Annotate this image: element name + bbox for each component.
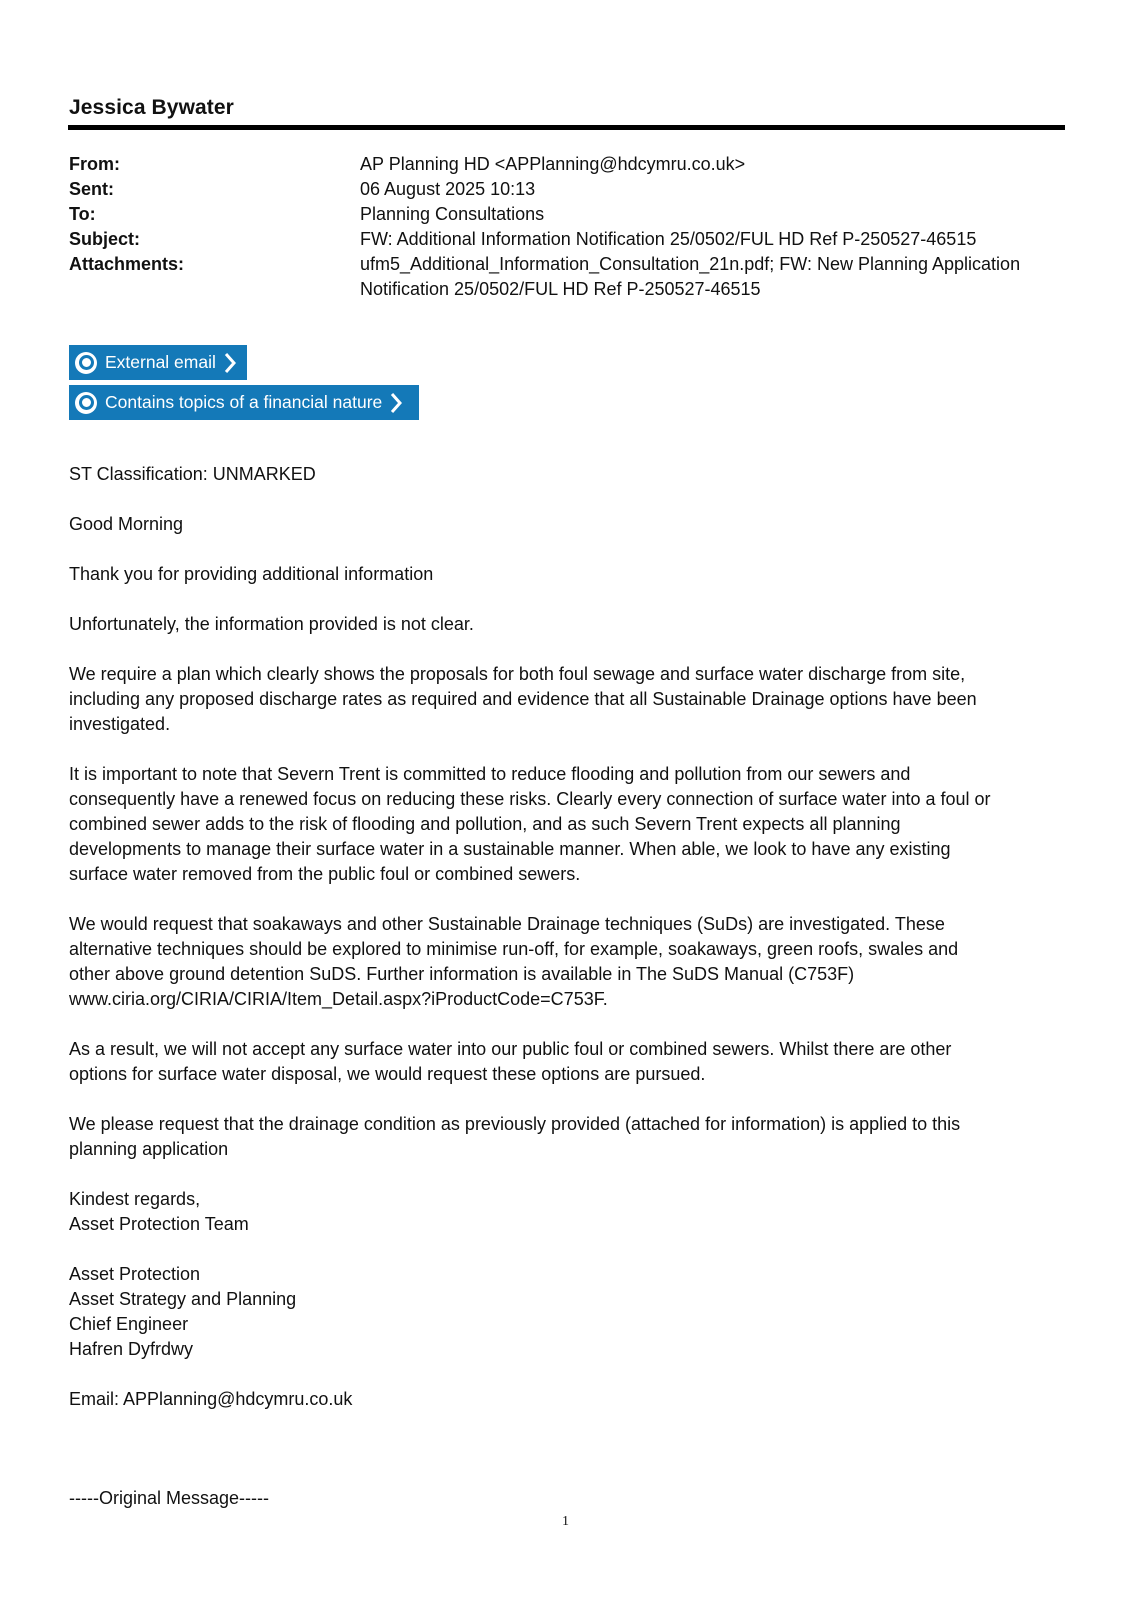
header-value: AP Planning HD <APPlanning@hdcymru.co.uk> [360, 154, 746, 174]
body-paragraph: Unfortunately, the information provided is not clear. [69, 614, 474, 634]
header-label: From: [69, 154, 120, 174]
body-paragraph [69, 1037, 1059, 1087]
header-label: Sent: [69, 179, 114, 199]
header-attachments [69, 252, 1065, 302]
team-line: Asset Protection Team [69, 1214, 249, 1234]
dept-line: Asset Protection [69, 1264, 201, 1284]
financial-topic-tag[interactable] [69, 385, 419, 420]
header-to [69, 202, 1065, 227]
body-line: including any proposed discharge rates as required and evidence that all Sustainable Drainage options have been [69, 689, 977, 709]
body-line: As a result, we will not accept any surface water into our public foul or combined sewers. Whilst there are other [69, 1039, 952, 1059]
body-line: options for surface water disposal, we would request these options are pursued. [69, 1064, 706, 1084]
sender-name: Jessica Bywater [69, 96, 234, 119]
header-label: Subject: [69, 229, 141, 249]
body-line: It is important to note that Severn Trent is committed to reduce flooding and pollution from our sewers and [69, 764, 911, 784]
chevron-right-icon [224, 352, 236, 374]
body-line: We please request that the drainage condition as previously provided (attached for information) is applied to this [69, 1114, 961, 1134]
header-value: Planning Consultations [360, 204, 545, 224]
body-line: other above ground detention SuDS. Further information is available in The SuDS Manual (C753F) [69, 964, 855, 984]
shield-icon [75, 352, 97, 374]
body-line: investigated. [69, 714, 171, 734]
original-message-separator: -----Original Message----- [69, 1488, 270, 1508]
classification-line: ST Classification: UNMARKED [69, 464, 316, 484]
tag-label: Contains topics of a financial nature [105, 392, 383, 412]
ciria-link[interactable]: www.ciria.org/CIRIA/CIRIA/Item_Detail.aspx?iProductCode=C753F. [69, 989, 608, 1009]
header-value [360, 252, 1065, 302]
body-line: planning application [69, 1139, 229, 1159]
body-paragraph [69, 662, 1059, 737]
body-line: We require a plan which clearly shows the proposals for both foul sewage and surface water discharge from site, [69, 664, 966, 684]
header-value: FW: Additional Information Notification 25/0502/FUL HD Ref P-250527-46515 [360, 229, 977, 249]
body-line: combined sewer adds to the risk of flooding and pollution, and as such Severn Trent expects all planning [69, 814, 901, 834]
sender-divider [68, 125, 1065, 130]
body-line: consequently have a renewed focus on reducing these risks. Clearly every connection of surface water into a foul or [69, 789, 991, 809]
header-subject [69, 227, 1065, 252]
dept-line: Asset Strategy and Planning [69, 1289, 297, 1309]
header-sent [69, 177, 1065, 202]
email-body [69, 462, 1059, 1437]
body-line: We would request that soakaways and other Sustainable Drainage techniques (SuDs) are investigated. These [69, 914, 945, 934]
tag-label: External email [105, 352, 216, 372]
dept-line: Chief Engineer [69, 1314, 189, 1334]
header-label: To: [69, 204, 96, 224]
body-line: surface water removed from the public foul or combined sewers. [69, 864, 581, 884]
attachment-line[interactable]: ufm5_Additional_Information_Consultation_21n.pdf; FW: New Planning Application [360, 254, 1021, 274]
body-paragraph [69, 762, 1059, 887]
attachment-line[interactable]: Notification 25/0502/FUL HD Ref P-250527-46515 [360, 279, 761, 299]
signature-department [69, 1262, 1059, 1362]
header-from [69, 152, 1065, 177]
closing-line: Kindest regards, [69, 1189, 201, 1209]
header-value: 06 August 2025 10:13 [360, 179, 536, 199]
external-email-tag[interactable] [69, 345, 247, 380]
email-headers [69, 152, 1065, 302]
chevron-right-icon [390, 392, 402, 414]
dept-line: Hafren Dyfrdwy [69, 1339, 194, 1359]
body-paragraph [69, 912, 1059, 1012]
signature-email[interactable]: Email: APPlanning@hdcymru.co.uk [69, 1389, 353, 1409]
body-paragraph [69, 1112, 1059, 1162]
page-number: 1 [562, 1514, 569, 1529]
greeting: Good Morning [69, 514, 184, 534]
body-line: developments to manage their surface water in a sustainable manner. When able, we look to have any existing [69, 839, 951, 859]
shield-icon [75, 392, 97, 414]
signature-block [69, 1187, 1059, 1412]
signature-closing [69, 1187, 1059, 1237]
body-line: alternative techniques should be explored to minimise run-off, for example, soakaways, green roofs, swales and [69, 939, 959, 959]
header-label: Attachments: [69, 254, 185, 274]
body-paragraph: Thank you for providing additional information [69, 564, 434, 584]
